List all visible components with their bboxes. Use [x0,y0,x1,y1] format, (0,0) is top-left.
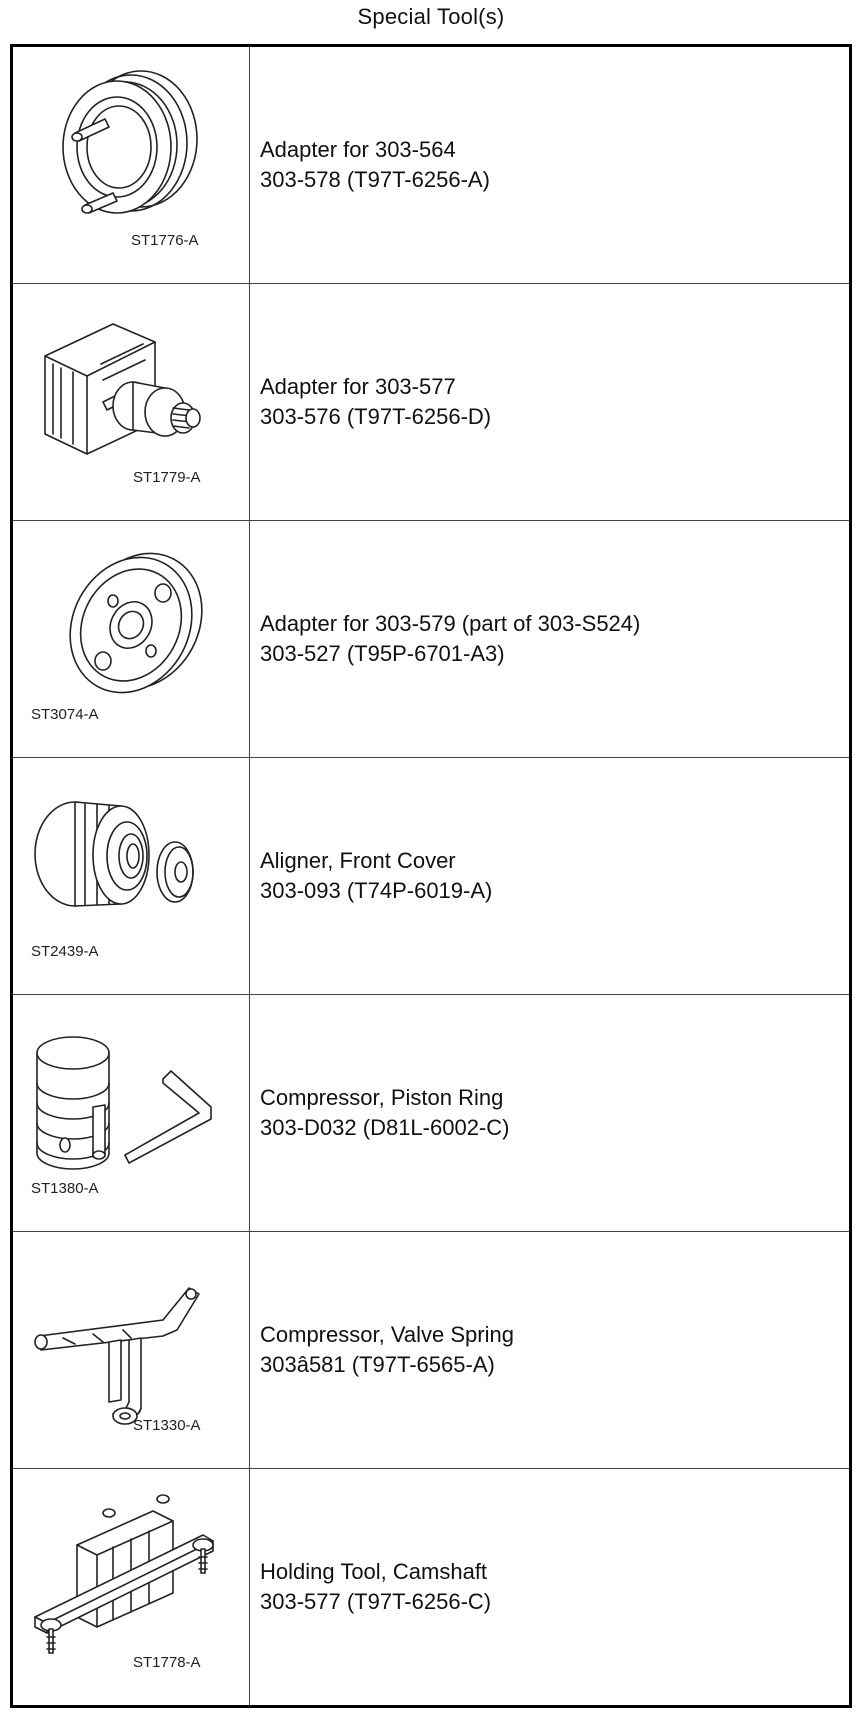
table-row [12,995,851,1232]
tool-name: Adapter for 303-564 [260,137,456,162]
table-row [12,758,851,995]
tool-name: Compressor, Piston Ring [260,1085,504,1110]
tool-number: 303-576 (T97T-6256-D) [260,404,492,429]
special-tools-table [10,44,852,1708]
tool-name: Adapter for 303-577 [260,374,456,399]
tool-number: 303-093 (T74P-6019-A) [260,878,493,903]
table-row [12,1232,851,1469]
tool-number: 303-577 (T97T-6256-C) [260,1589,492,1614]
tool-name: Aligner, Front Cover [260,848,456,873]
tool-name: Adapter for 303-579 (part of 303-S524) [260,611,641,636]
tool-code-label: ST1779-A [133,469,201,486]
tool-description-cell [250,284,851,521]
tool-description-cell [250,46,851,284]
tool-image-cell [12,1469,250,1707]
tool-image-cell [12,758,250,995]
tool-description-cell [250,521,851,758]
tool-description-cell [250,1469,851,1707]
table-row [12,521,851,758]
tool-image-cell [12,521,250,758]
tool-name: Holding Tool, Camshaft [260,1559,488,1584]
table-row [12,46,851,284]
tool-code-label: ST1330-A [133,1417,201,1434]
valve-spring-compressor-icon [13,1232,249,1468]
page-title: Special Tool(s) [357,4,505,29]
tool-code-label: ST3074-A [31,706,99,723]
tool-description-cell [250,758,851,995]
tool-name: Compressor, Valve Spring [260,1322,514,1347]
tool-image-cell [12,284,250,521]
tool-code-label: ST2439-A [31,943,99,960]
tool-image-cell [12,46,250,284]
tool-description-cell [250,995,851,1232]
pulley-adapter-icon [13,47,249,283]
piston-ring-compressor-icon [13,995,249,1231]
tool-number: 303-527 (T95P-6701-A3) [260,641,505,666]
tool-image-cell [12,1232,250,1469]
block-adapter-icon [13,284,249,520]
tool-number: 303-D032 (D81L-6002-C) [260,1115,510,1140]
tool-code-label: ST1380-A [31,1180,99,1197]
camshaft-holding-tool-icon [13,1469,249,1705]
table-row [12,284,851,521]
tool-image-cell [12,995,250,1232]
tool-code-label: ST1776-A [131,232,199,249]
aligner-icon [13,758,249,994]
disc-adapter-icon [13,521,249,757]
tool-description-cell [250,1232,851,1469]
tool-number: 303-578 (T97T-6256-A) [260,167,490,192]
table-row [12,1469,851,1707]
tool-number: 303â581 (T97T-6565-A) [260,1352,495,1377]
tool-code-label: ST1778-A [133,1654,201,1671]
